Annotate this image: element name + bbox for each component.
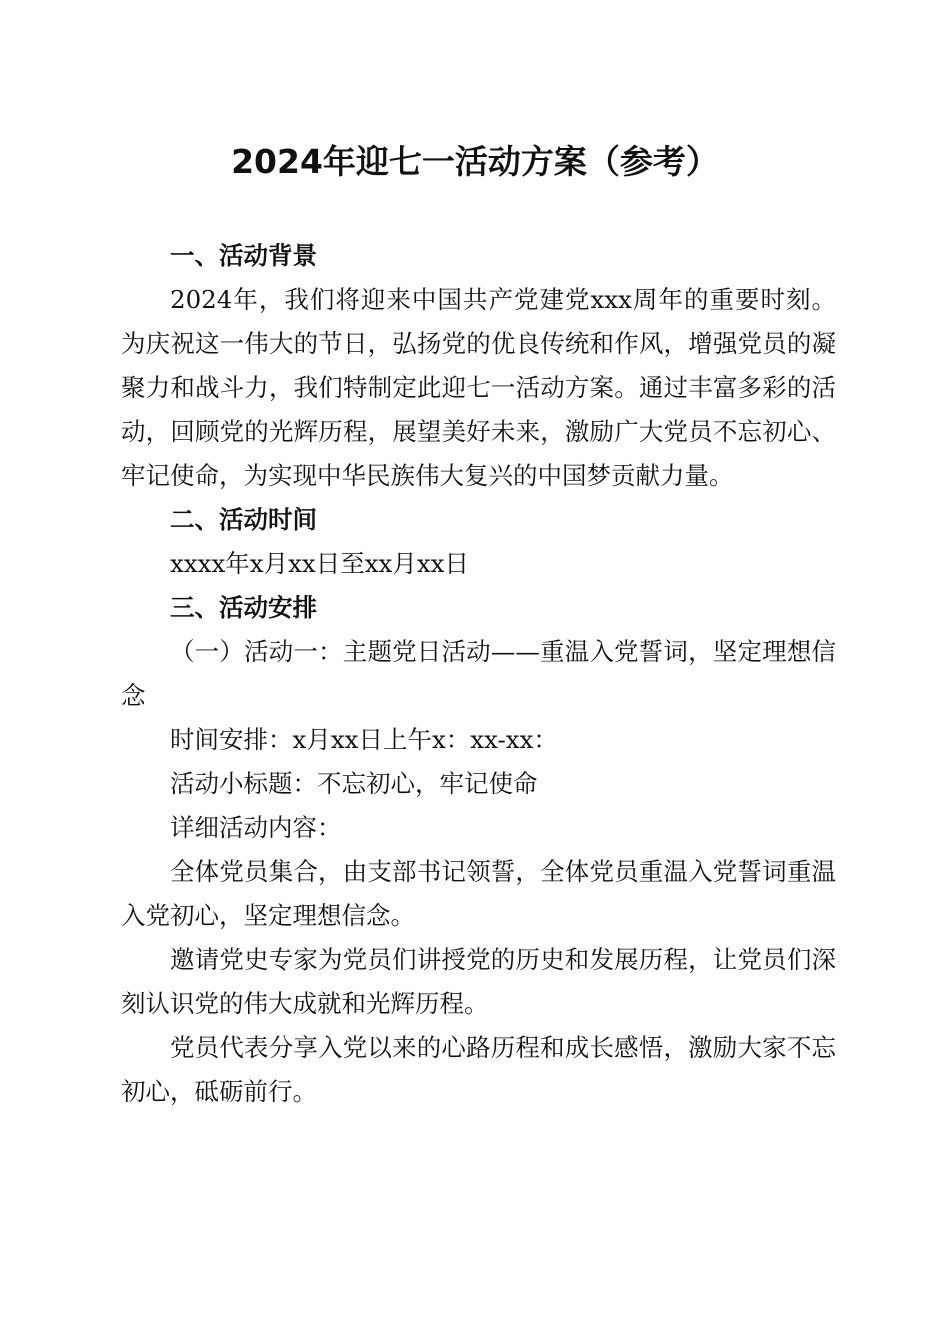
detail-paragraph-3: 党员代表分享入党以来的心路历程和成长感悟，激励大家不忘初心，砥砺前行。	[121, 1033, 836, 1106]
section-heading-background: 一、活动背景	[170, 241, 317, 270]
detail-label: 详细活动内容：	[170, 813, 342, 842]
section-heading-time: 二、活动时间	[170, 505, 317, 534]
document-body	[121, 234, 836, 1114]
activity-subtitle-line: 活动小标题：不忘初心，牢记使命	[170, 769, 538, 798]
detail-paragraph-1: 全体党员集合，由支部书记领誓，全体党员重温入党誓词重温入党初心，坚定理想信念。	[121, 857, 836, 930]
time-schedule-line: 时间安排：x月xx日上午x：xx-xx：	[170, 725, 558, 754]
subheading-activity-one: （一）活动一：主题党日活动——重温入党誓词，坚定理想信念	[121, 637, 836, 710]
paragraph-background: 2024年，我们将迎来中国共产党建党xxx周年的重要时刻。为庆祝这一伟大的节日，弘扬党的优良传统和作风，增强党员的凝聚力和战斗力，我们特制定此迎七一活动方案。通过丰富多彩的活动，回顾党的光辉历程，展望美好未来，激励广大党员不忘初心、牢记使命，为实现中华民族伟大复兴的中国梦贡献力量。	[121, 285, 836, 490]
section-heading-arrangement: 三、活动安排	[170, 593, 317, 622]
paragraph-time: xxxx年x月xx日至xx月xx日	[170, 549, 469, 578]
detail-paragraph-2: 邀请党史专家为党员们讲授党的历史和发展历程，让党员们深刻认识党的伟大成就和光辉历程。	[121, 945, 836, 1018]
page-title: 2024年迎七一活动方案（参考）	[231, 142, 719, 181]
